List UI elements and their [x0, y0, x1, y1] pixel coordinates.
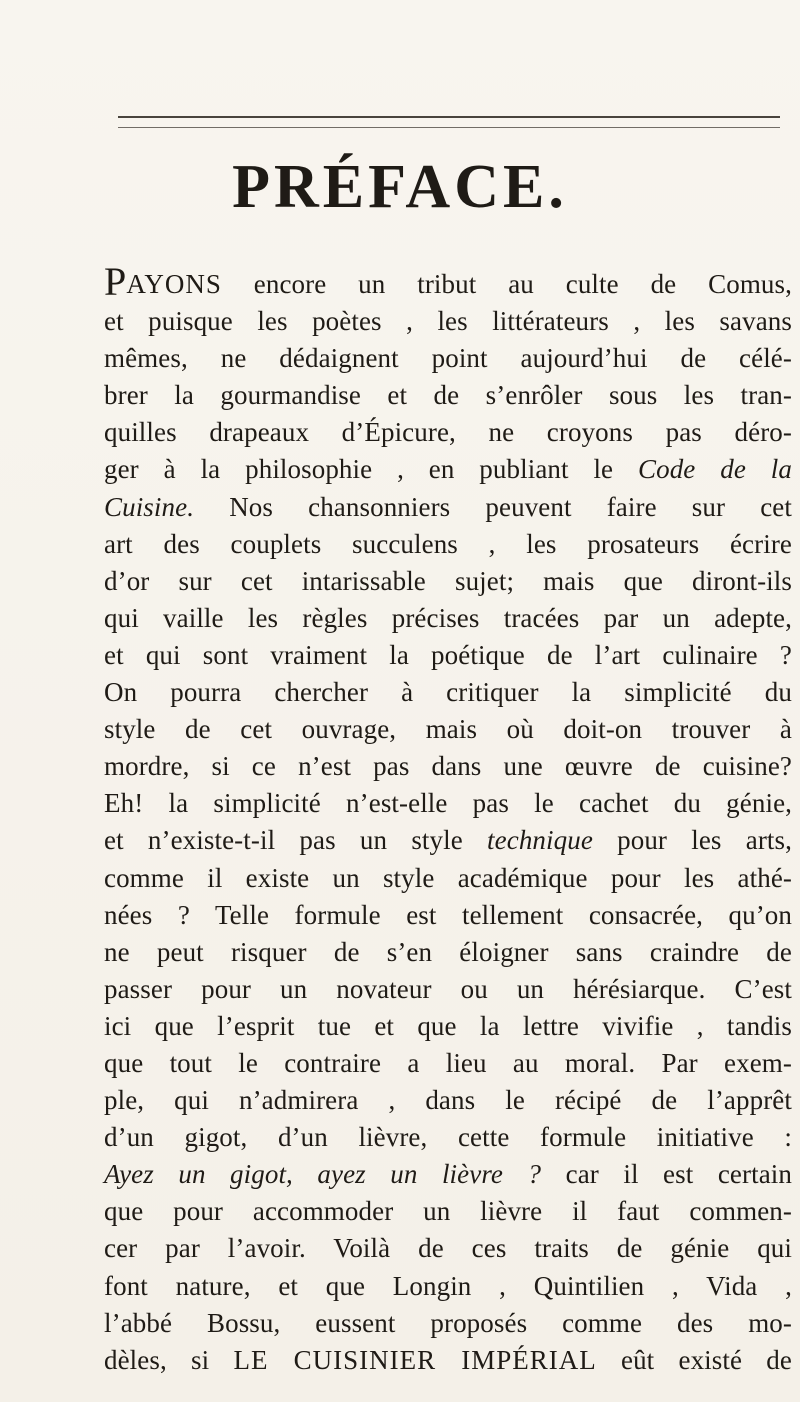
page-title: PRÉFACE. — [232, 153, 568, 221]
text-line-20: passer pour un novateur ou un hérésiarque. C’est — [104, 973, 792, 1004]
line-16-start: et n’existe-t-il pas un style — [104, 825, 488, 856]
text-line-28: font nature, et que Longin , Quintilien , Vida , — [104, 1270, 792, 1301]
line-16-end: pour les arts, — [592, 825, 792, 856]
top-rule-secondary — [118, 127, 780, 128]
top-rule — [118, 116, 780, 118]
text-line-21: ici que l’esprit tue et que la lettre vivifie , tandis — [104, 1010, 792, 1041]
line-30-end: eût existé de — [596, 1344, 792, 1375]
technique-word: technique — [487, 825, 593, 856]
text-line-24: d’un gigot, d’un lièvre, cette formule initiative : — [104, 1122, 792, 1153]
text-line-16 — [104, 822, 792, 859]
line-1-rest: encore un tribut au culte de Comus, — [221, 269, 792, 299]
book-title-part-2: Cuisine. — [104, 491, 195, 522]
text-line-2: et puisque les poètes , les littérateurs , les savans — [104, 306, 792, 337]
book-reference: LE CUISINIER IMPÉRIAL — [233, 1344, 597, 1375]
text-line-5: quilles drapeaux d’Épicure, ne croyons pas déro- — [104, 417, 792, 448]
text-line-9: d’or sur cet intarissable sujet; mais que diront-ils — [104, 565, 792, 596]
text-line-26: que pour accommoder un lièvre il faut commen- — [104, 1196, 792, 1227]
line-30-start: dèles, si — [104, 1344, 234, 1375]
line-6-start: ger à la philosophie , en publiant le — [104, 454, 638, 485]
text-line-4: brer la gourmandise et de s’enrôler sous les tran- — [104, 380, 792, 411]
line-25-rest: car il est certain — [541, 1159, 792, 1190]
text-line-25 — [104, 1156, 792, 1193]
preface-body — [104, 259, 792, 1379]
text-line-3: mêmes, ne dédaignent point aujourd’hui de célé- — [104, 343, 792, 374]
text-line-10: qui vaille les règles précises tracées par un adepte, — [104, 602, 792, 633]
text-line-23: ple, qui n’admirera , dans le récipé de l’apprêt — [104, 1085, 792, 1116]
text-line-8: art des couplets succulens , les prosateurs écrire — [104, 528, 792, 559]
line-7-rest: Nos chansonniers peuvent faire sur cet — [194, 491, 792, 522]
text-line-6 — [104, 451, 792, 488]
book-title-part-1: Code de la — [638, 454, 792, 485]
opening-word: AYONS — [126, 269, 222, 299]
text-line-19: ne peut risquer de s’en éloigner sans craindre de — [104, 936, 792, 967]
text-line-15: Eh! la simplicité n’est-elle pas le cachet du génie, — [104, 788, 792, 819]
quoted-formula: Ayez un gigot, ayez un lièvre ? — [104, 1159, 542, 1190]
text-line-1 — [104, 259, 792, 304]
text-line-17: comme il existe un style académique pour les athé- — [104, 862, 792, 893]
text-line-7 — [104, 489, 792, 526]
text-line-12: On pourra chercher à critiquer la simplicité du — [104, 677, 792, 708]
text-line-11: et qui sont vraiment la poétique de l’art culinaire ? — [104, 639, 792, 670]
text-line-14: mordre, si ce n’est pas dans une œuvre de cuisine? — [104, 751, 792, 782]
text-line-27: cer par l’avoir. Voilà de ces traits de génie qui — [104, 1233, 792, 1264]
drop-cap: P — [104, 259, 127, 304]
text-line-13: style de cet ouvrage, mais où doit-on trouver à — [104, 714, 792, 745]
text-line-18: nées ? Telle formule est tellement consacrée, qu’on — [104, 899, 792, 930]
text-line-29: l’abbé Bossu, eussent proposés comme des mo- — [104, 1307, 792, 1338]
text-line-30 — [104, 1342, 792, 1379]
text-line-22: que tout le contraire a lieu au moral. Par exem- — [104, 1047, 792, 1078]
